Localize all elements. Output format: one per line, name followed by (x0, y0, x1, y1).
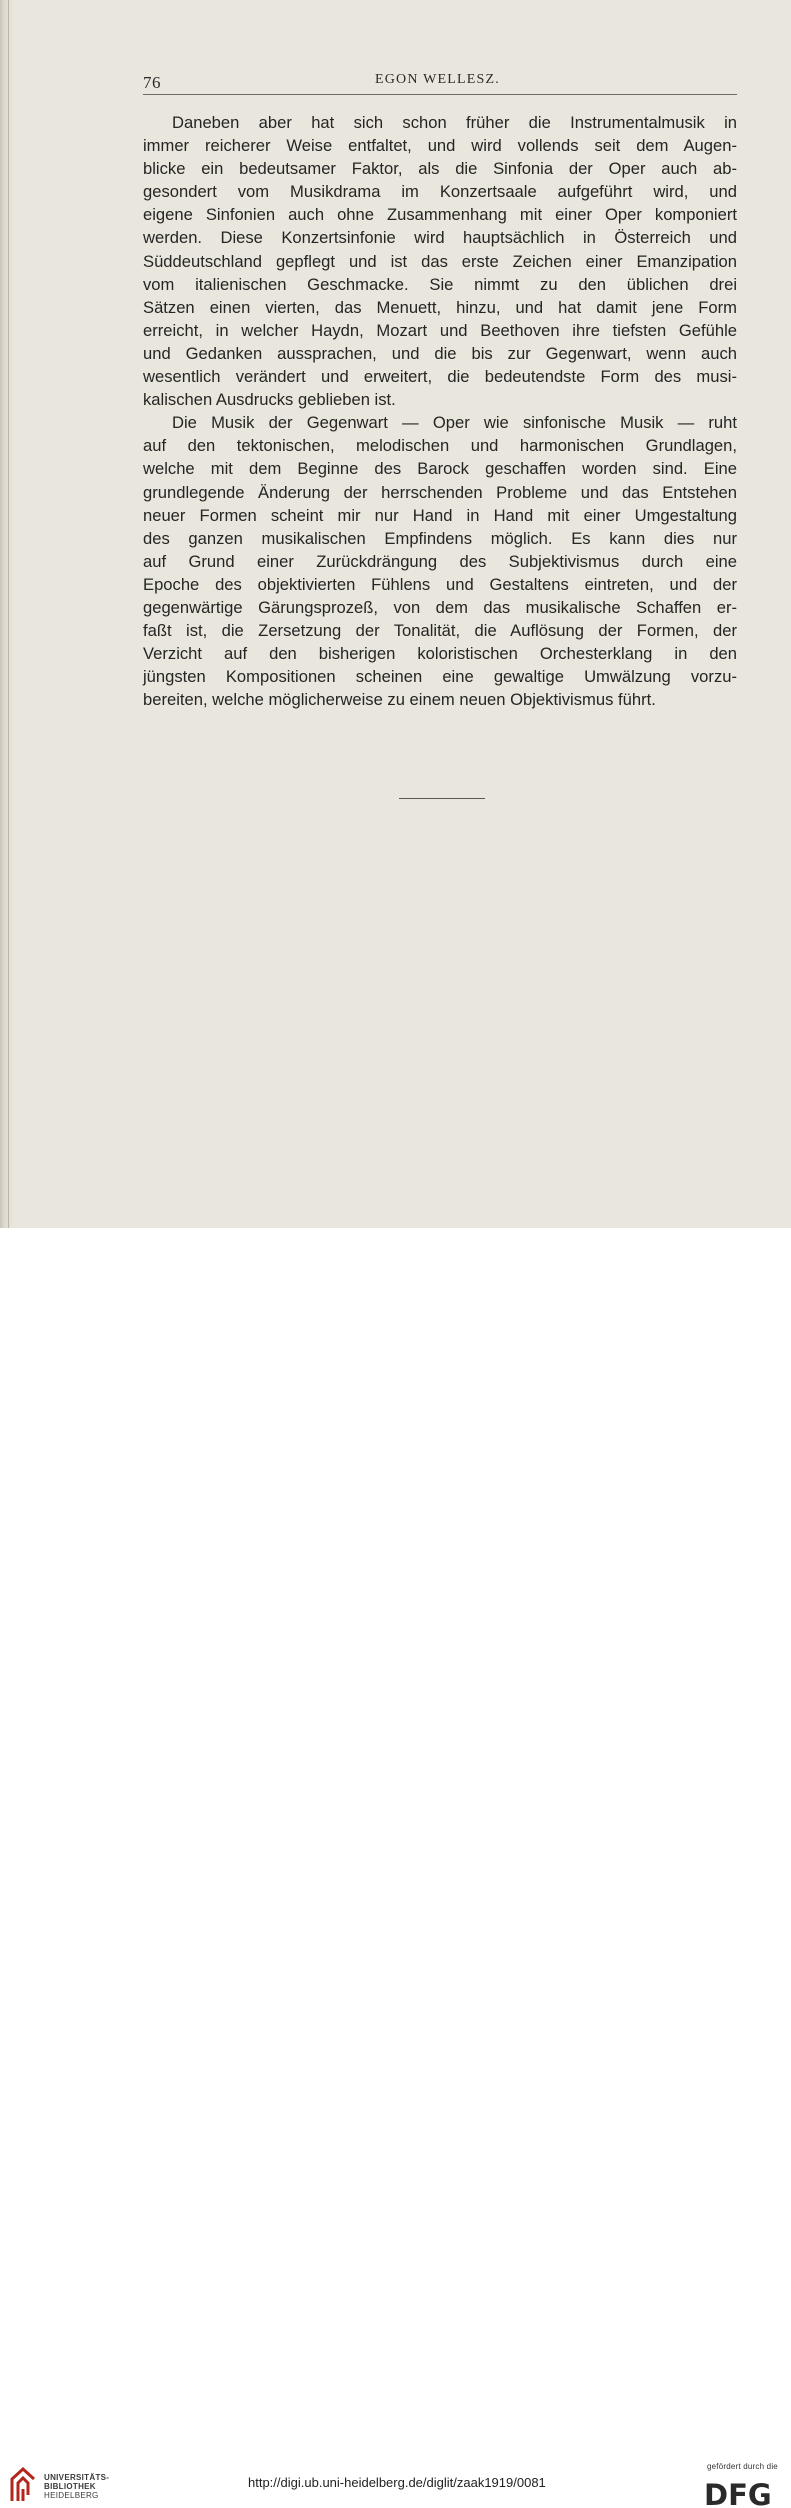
text-line: wesentlich verändert und erweitert, die bedeutendste Form des musi- (143, 367, 737, 387)
page-binding-line (8, 0, 9, 1228)
text-line: Verzicht auf den bisherigen koloristischen Orchesterklang in den (143, 644, 737, 664)
text-line: jüngsten Kompositionen scheinen eine gewaltige Umwälzung vorzu- (143, 667, 737, 687)
text-line: kalischen Ausdrucks geblieben ist. (143, 390, 396, 410)
paragraph (143, 111, 737, 411)
text-line: des ganzen musikalischen Empfindens möglich. Es kann dies nur (143, 528, 737, 548)
viewer-footer (0, 1228, 791, 2508)
text-line: neuer Formen scheint mir nur Hand in Hand mit einer Umgestaltung (143, 505, 737, 525)
text-line: auf Grund einer Zurückdrängung des Subjektivismus durch eine (143, 551, 737, 571)
dfg-logo-icon (703, 2476, 781, 2508)
text-line: eigene Sinfonien auch ohne Zusammenhang mit einer Oper komponiert (143, 205, 737, 225)
funding-caption: gefördert durch die (707, 2462, 778, 2471)
paragraph (143, 411, 737, 711)
running-head: EGON WELLESZ. (375, 72, 500, 87)
dfg-logo-text: DFG (704, 2478, 772, 2508)
library-name (44, 2473, 109, 2500)
body-text (143, 111, 737, 711)
text-line: gesondert vom Musikdrama im Konzertsaale aufgeführt wird, und (143, 182, 737, 202)
text-line: gegenwärtige Gärungsprozeß, von dem das musikalische Schaffen er- (143, 597, 737, 617)
text-line: Sätzen einen vierten, das Menuett, hinzu, und hat damit jene Form (143, 297, 737, 317)
page-binding-edge (0, 0, 14, 1228)
text-line: blicke ein bedeutsamer Faktor, als die Sinfonia der Oper auch ab- (143, 159, 737, 179)
text-line: Süddeutschland gepflegt und ist das erste Zeichen einer Emanzipation (143, 251, 737, 271)
document-url-link[interactable]: http://digi.ub.uni-heidelberg.de/diglit/zaak1919/0081 (248, 2475, 546, 2490)
text-line: bereiten, welche möglicherweise zu einem neuen Objektivismus führt. (143, 690, 656, 710)
library-name-line1: UNIVERSITÄTS- (44, 2473, 110, 2482)
library-name-line3: HEIDELBERG (44, 2491, 99, 2500)
text-line: welche mit dem Beginne des Barock geschaffen worden sind. Eine (143, 459, 737, 479)
text-line: Daneben aber hat sich schon früher die Instrumentalmusik in (172, 113, 737, 132)
page-number: 76 (143, 73, 161, 92)
scanned-page (0, 0, 791, 1228)
text-line: faßt ist, die Zersetzung der Tonalität, die Auflösung der Formen, der (143, 621, 737, 641)
text-line: und Gedanken aussprachen, und die bis zur Gegenwart, wenn auch (143, 343, 737, 363)
header-rule (143, 94, 737, 95)
library-name-line2: BIBLIOTHEK (44, 2482, 96, 2491)
text-line: werden. Diese Konzertsinfonie wird hauptsächlich in Österreich und (143, 228, 737, 248)
text-line: Die Musik der Gegenwart — Oper wie sinfonische Musik — ruht (172, 413, 737, 433)
end-rule (399, 798, 485, 799)
text-line: vom italienischen Geschmacke. Sie nimmt zu den üblichen drei (143, 274, 737, 294)
text-line: auf den tektonischen, melodischen und harmonischen Grundlagen, (143, 436, 737, 456)
university-library-logo-icon (8, 2465, 38, 2503)
text-line: immer reicherer Weise entfaltet, und wird vollends seit dem Augen- (143, 136, 737, 156)
text-line: erreicht, in welcher Haydn, Mozart und Beethoven ihre tiefsten Gefühle (143, 320, 737, 340)
text-line: grundlegende Änderung der herrschenden Probleme und das Entstehen (143, 482, 737, 502)
text-line: Epoche des objektivierten Fühlens und Gestaltens eintreten, und der (143, 574, 737, 594)
